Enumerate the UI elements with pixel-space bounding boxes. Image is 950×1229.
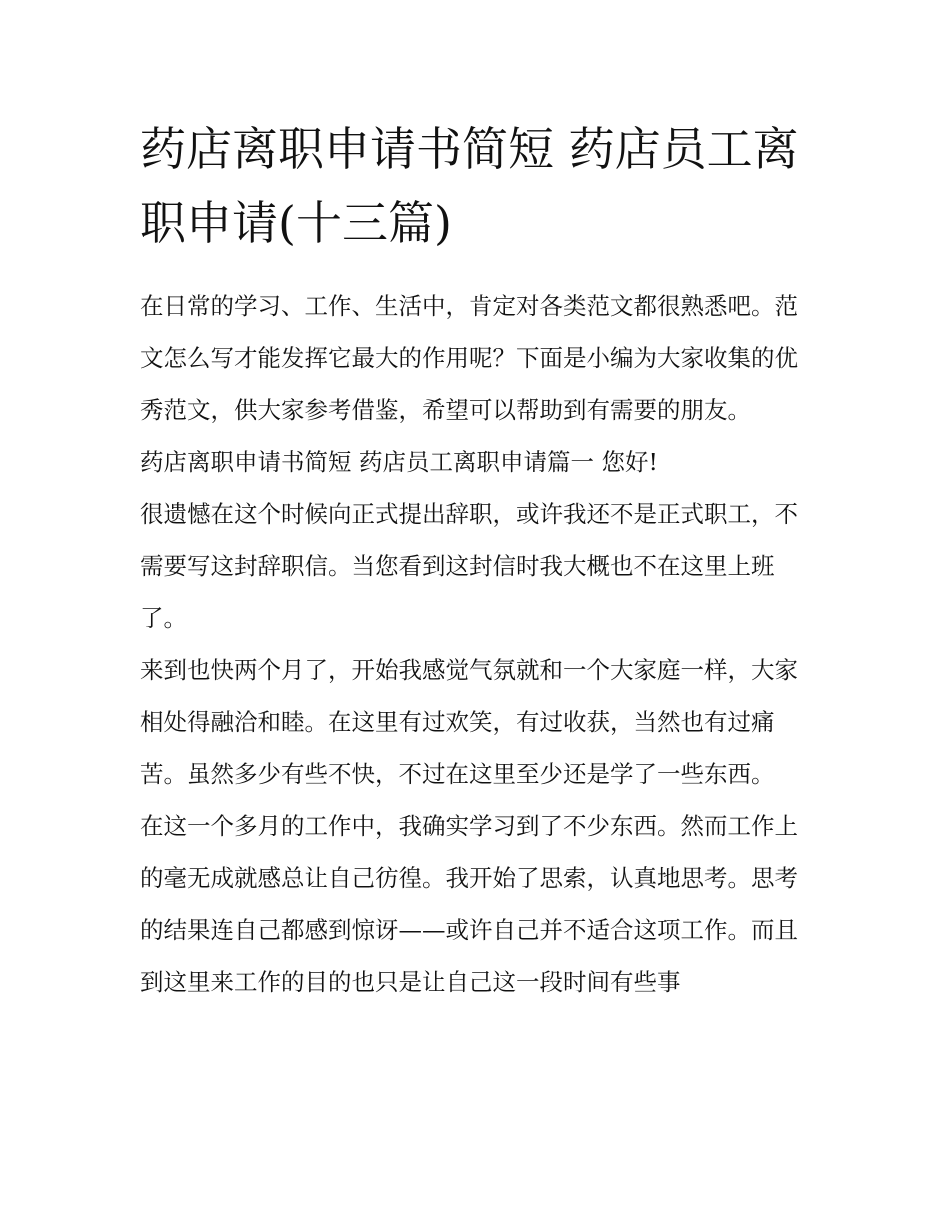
document-title: 药店离职申请书简短 药店员工离职申请(十三篇) (140, 122, 799, 250)
paragraph-experience: 来到也快两个月了，开始我感觉气氛就和一个大家庭一样，大家相处得融洽和睦。在这里有过欢笑，有过收获，当然也有过痛苦。虽然多少有些不快，不过在这里至少还是学了一些东西。 (140, 656, 798, 788)
paragraph-intro: 在日常的学习、工作、生活中，肯定对各类范文都很熟悉吧。范文怎么写才能发挥它最大的作用呢？下面是小编为大家收集的优秀范文，供大家参考借鉴，希望可以帮助到有需要的朋友。 (140, 292, 798, 424)
paragraph-reflection: 在这一个多月的工作中，我确实学习到了不少东西。然而工作上的毫无成就感总让自己彷徨。我开始了思索，认真地思考。思考的结果连自己都感到惊讶——或许自己并不适合这项工作。而且到这里来工作的目的也只是让自己这一段时间有些事 (140, 812, 798, 996)
paragraph-resignation: 很遗憾在这个时候向正式提出辞职，或许我还不是正式职工，不需要写这封辞职信。当您看到这封信时我大概也不在这里上班了。 (140, 500, 798, 632)
paragraph-heading: 药店离职申请书简短 药店员工离职申请篇一 您好! (140, 448, 658, 476)
document-body (140, 280, 815, 1008)
